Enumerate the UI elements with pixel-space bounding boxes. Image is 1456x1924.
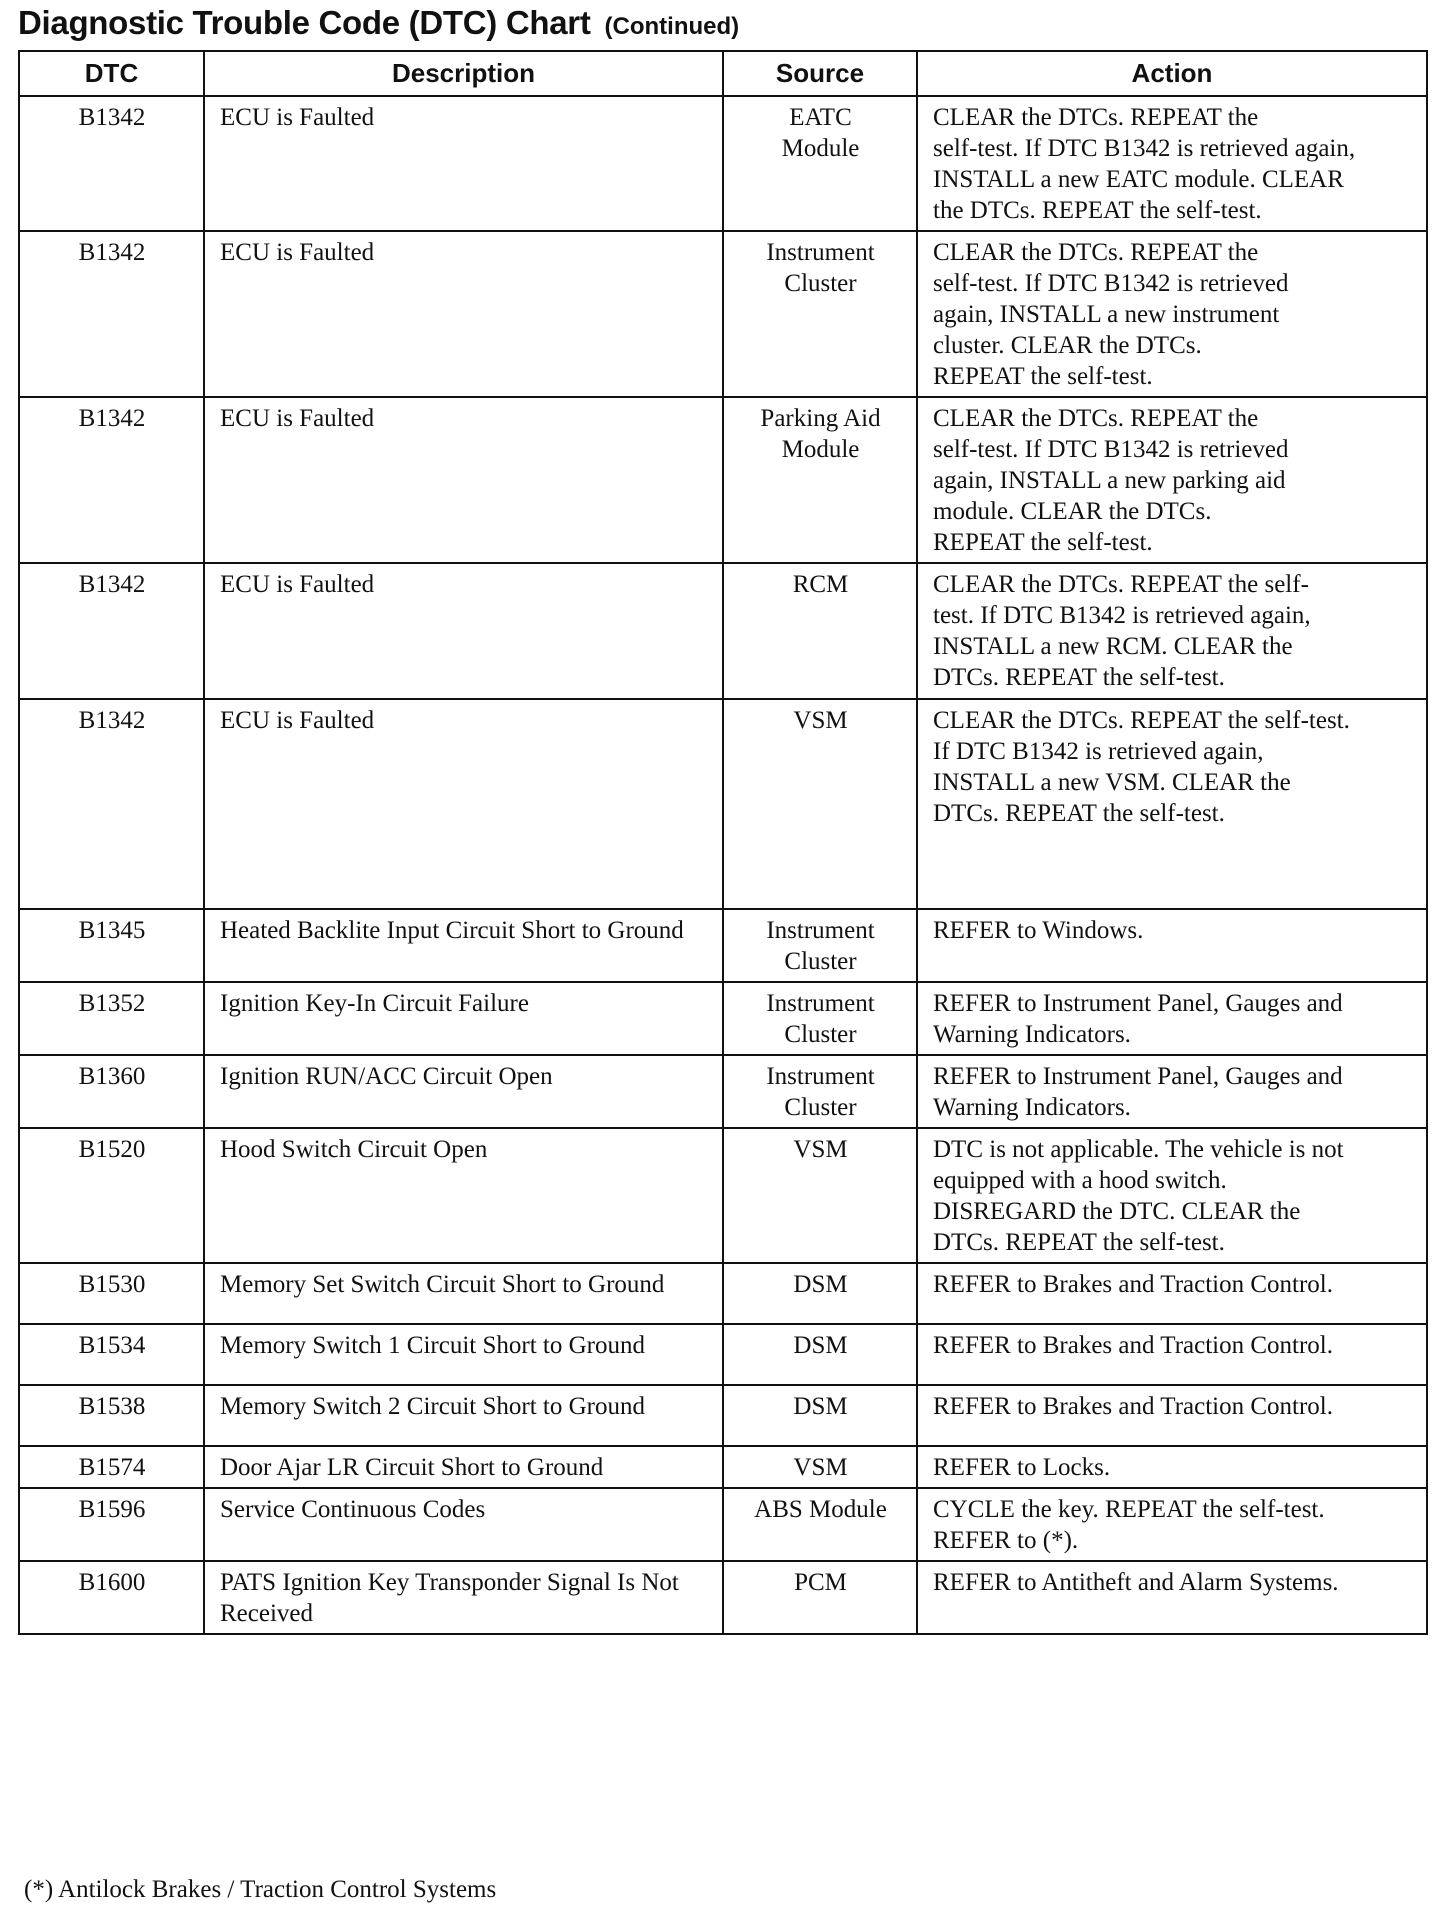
dtc-code-cell: B1538	[19, 1385, 204, 1446]
dtc-code-cell: B1360	[19, 1055, 204, 1128]
action-cell	[917, 1561, 1427, 1634]
source-line: Cluster	[784, 270, 857, 297]
action-line: cluster. CLEAR the DTCs.	[933, 332, 1202, 359]
source-line: DSM	[793, 1271, 848, 1298]
source-cell	[723, 1488, 917, 1561]
source-line: Cluster	[784, 1094, 857, 1121]
table-row	[19, 909, 1427, 982]
dtc-code-cell: B1352	[19, 982, 204, 1055]
action-line: CLEAR the DTCs. REPEAT the	[933, 104, 1259, 131]
title-continued-label: (Continued)	[604, 13, 740, 40]
action-cell	[917, 1488, 1427, 1561]
table-row	[19, 699, 1427, 909]
action-cell	[917, 1324, 1427, 1385]
dtc-code-cell: B1342	[19, 563, 204, 699]
action-line: REFER to Brakes and Traction Control.	[933, 1271, 1333, 1298]
description-cell: Ignition Key-In Circuit Failure	[204, 982, 723, 1055]
source-line: Cluster	[784, 948, 857, 975]
source-cell	[723, 1561, 917, 1634]
description-cell: PATS Ignition Key Transponder Signal Is Not Received	[204, 1561, 723, 1634]
action-line: self-test. If DTC B1342 is retrieved	[933, 270, 1289, 297]
source-line: VSM	[793, 707, 848, 734]
action-line: Warning Indicators.	[933, 1094, 1131, 1121]
table-row	[19, 1488, 1427, 1561]
source-line: ABS Module	[754, 1496, 887, 1523]
source-cell	[723, 1055, 917, 1128]
action-line: REFER to Instrument Panel, Gauges and	[933, 990, 1343, 1017]
action-line: DTCs. REPEAT the self-test.	[933, 664, 1225, 691]
table-row	[19, 1446, 1427, 1488]
dtc-code-cell: B1345	[19, 909, 204, 982]
action-line: CLEAR the DTCs. REPEAT the self-	[933, 571, 1309, 598]
dtc-code-cell: B1530	[19, 1263, 204, 1324]
action-line: REPEAT the self-test.	[933, 529, 1153, 556]
table-row	[19, 1128, 1427, 1263]
dtc-code-cell: B1342	[19, 96, 204, 231]
source-cell	[723, 231, 917, 397]
source-line: Instrument	[766, 990, 875, 1017]
description-cell: ECU is Faulted	[204, 563, 723, 699]
action-line: CLEAR the DTCs. REPEAT the	[933, 239, 1259, 266]
action-cell	[917, 96, 1427, 231]
dtc-code-cell: B1342	[19, 231, 204, 397]
source-line: Module	[781, 135, 860, 162]
source-line: Module	[781, 436, 860, 463]
source-line: VSM	[793, 1454, 848, 1481]
dtc-code-cell: B1534	[19, 1324, 204, 1385]
source-cell	[723, 909, 917, 982]
source-cell	[723, 397, 917, 563]
dtc-code-cell: B1596	[19, 1488, 204, 1561]
table-row	[19, 397, 1427, 563]
table-row	[19, 96, 1427, 231]
source-cell	[723, 1324, 917, 1385]
column-header-description: Description	[204, 51, 723, 96]
action-cell	[917, 1446, 1427, 1488]
action-line: DTCs. REPEAT the self-test.	[933, 1229, 1225, 1256]
footnote: (*) Antilock Brakes / Traction Control Systems	[24, 1876, 497, 1903]
action-line: REFER to Antitheft and Alarm Systems.	[933, 1569, 1339, 1596]
action-cell	[917, 909, 1427, 982]
action-line: CYCLE the key. REPEAT the self-test.	[933, 1496, 1325, 1523]
action-line: REFER to Instrument Panel, Gauges and	[933, 1063, 1343, 1090]
source-line: EATC	[789, 104, 852, 131]
action-line: Warning Indicators.	[933, 1021, 1131, 1048]
action-cell	[917, 699, 1427, 909]
table-row	[19, 231, 1427, 397]
action-line: CLEAR the DTCs. REPEAT the	[933, 405, 1259, 432]
table-row	[19, 1055, 1427, 1128]
action-cell	[917, 563, 1427, 699]
action-cell	[917, 231, 1427, 397]
action-line: INSTALL a new EATC module. CLEAR	[933, 166, 1344, 193]
action-line: self-test. If DTC B1342 is retrieved again,	[933, 135, 1356, 162]
source-line: VSM	[793, 1136, 848, 1163]
description-cell: Memory Switch 1 Circuit Short to Ground	[204, 1324, 723, 1385]
action-cell	[917, 1385, 1427, 1446]
source-line: Instrument	[766, 1063, 875, 1090]
description-cell: Hood Switch Circuit Open	[204, 1128, 723, 1263]
action-line: again, INSTALL a new instrument	[933, 301, 1280, 328]
action-line: DISREGARD the DTC. CLEAR the	[933, 1198, 1301, 1225]
table-row	[19, 1385, 1427, 1446]
source-cell	[723, 1385, 917, 1446]
table-header-row	[19, 51, 1427, 96]
action-line: REFER to Locks.	[933, 1454, 1111, 1481]
table-row	[19, 1324, 1427, 1385]
table-row	[19, 563, 1427, 699]
action-cell	[917, 1263, 1427, 1324]
action-line: REFER to Brakes and Traction Control.	[933, 1332, 1333, 1359]
dtc-code-cell: B1342	[19, 397, 204, 563]
action-line: REFER to Windows.	[933, 917, 1144, 944]
description-cell: ECU is Faulted	[204, 96, 723, 231]
action-line: REPEAT the self-test.	[933, 363, 1153, 390]
action-line: INSTALL a new RCM. CLEAR the	[933, 633, 1293, 660]
column-header-action: Action	[917, 51, 1427, 96]
source-line: RCM	[792, 571, 849, 598]
action-line: INSTALL a new VSM. CLEAR the	[933, 769, 1291, 796]
action-line: equipped with a hood switch.	[933, 1167, 1227, 1194]
source-line: Instrument	[766, 917, 875, 944]
dtc-code-cell: B1520	[19, 1128, 204, 1263]
table-row	[19, 1561, 1427, 1634]
action-line: CLEAR the DTCs. REPEAT the self-test.	[933, 707, 1350, 734]
action-line: test. If DTC B1342 is retrieved again,	[933, 602, 1311, 629]
source-cell	[723, 699, 917, 909]
description-cell: Heated Backlite Input Circuit Short to Ground	[204, 909, 723, 982]
dtc-code-cell: B1342	[19, 699, 204, 909]
action-line: module. CLEAR the DTCs.	[933, 498, 1212, 525]
dtc-table	[18, 50, 1428, 1635]
source-line: Cluster	[784, 1021, 857, 1048]
description-cell: Service Continuous Codes	[204, 1488, 723, 1561]
dtc-code-cell: B1600	[19, 1561, 204, 1634]
page-title	[18, 4, 739, 42]
action-cell	[917, 1128, 1427, 1263]
action-cell	[917, 1055, 1427, 1128]
table-row	[19, 982, 1427, 1055]
description-cell: Door Ajar LR Circuit Short to Ground	[204, 1446, 723, 1488]
action-line: the DTCs. REPEAT the self-test.	[933, 197, 1262, 224]
action-cell	[917, 397, 1427, 563]
source-line: DSM	[793, 1393, 848, 1420]
description-cell: ECU is Faulted	[204, 231, 723, 397]
source-line: PCM	[794, 1569, 847, 1596]
description-cell: Ignition RUN/ACC Circuit Open	[204, 1055, 723, 1128]
source-cell	[723, 1446, 917, 1488]
action-line: DTC is not applicable. The vehicle is not	[933, 1136, 1344, 1163]
action-line: again, INSTALL a new parking aid	[933, 467, 1286, 494]
description-cell: Memory Set Switch Circuit Short to Ground	[204, 1263, 723, 1324]
description-cell: ECU is Faulted	[204, 699, 723, 909]
action-line: REFER to (*).	[933, 1527, 1079, 1554]
column-header-dtc: DTC	[19, 51, 204, 96]
source-cell	[723, 982, 917, 1055]
source-line: Parking Aid	[760, 405, 881, 432]
action-line: REFER to Brakes and Traction Control.	[933, 1393, 1333, 1420]
description-cell: ECU is Faulted	[204, 397, 723, 563]
action-line: DTCs. REPEAT the self-test.	[933, 800, 1225, 827]
description-cell: Memory Switch 2 Circuit Short to Ground	[204, 1385, 723, 1446]
table-row	[19, 1263, 1427, 1324]
source-line: DSM	[793, 1332, 848, 1359]
action-cell	[917, 982, 1427, 1055]
chart-title: Diagnostic Trouble Code (DTC) Chart	[18, 4, 591, 41]
dtc-code-cell: B1574	[19, 1446, 204, 1488]
action-line: self-test. If DTC B1342 is retrieved	[933, 436, 1289, 463]
action-line: If DTC B1342 is retrieved again,	[933, 738, 1264, 765]
table-body	[19, 96, 1427, 1634]
source-cell	[723, 1128, 917, 1263]
source-cell	[723, 1263, 917, 1324]
source-cell	[723, 96, 917, 231]
column-header-source: Source	[723, 51, 917, 96]
source-cell	[723, 563, 917, 699]
source-line: Instrument	[766, 239, 875, 266]
